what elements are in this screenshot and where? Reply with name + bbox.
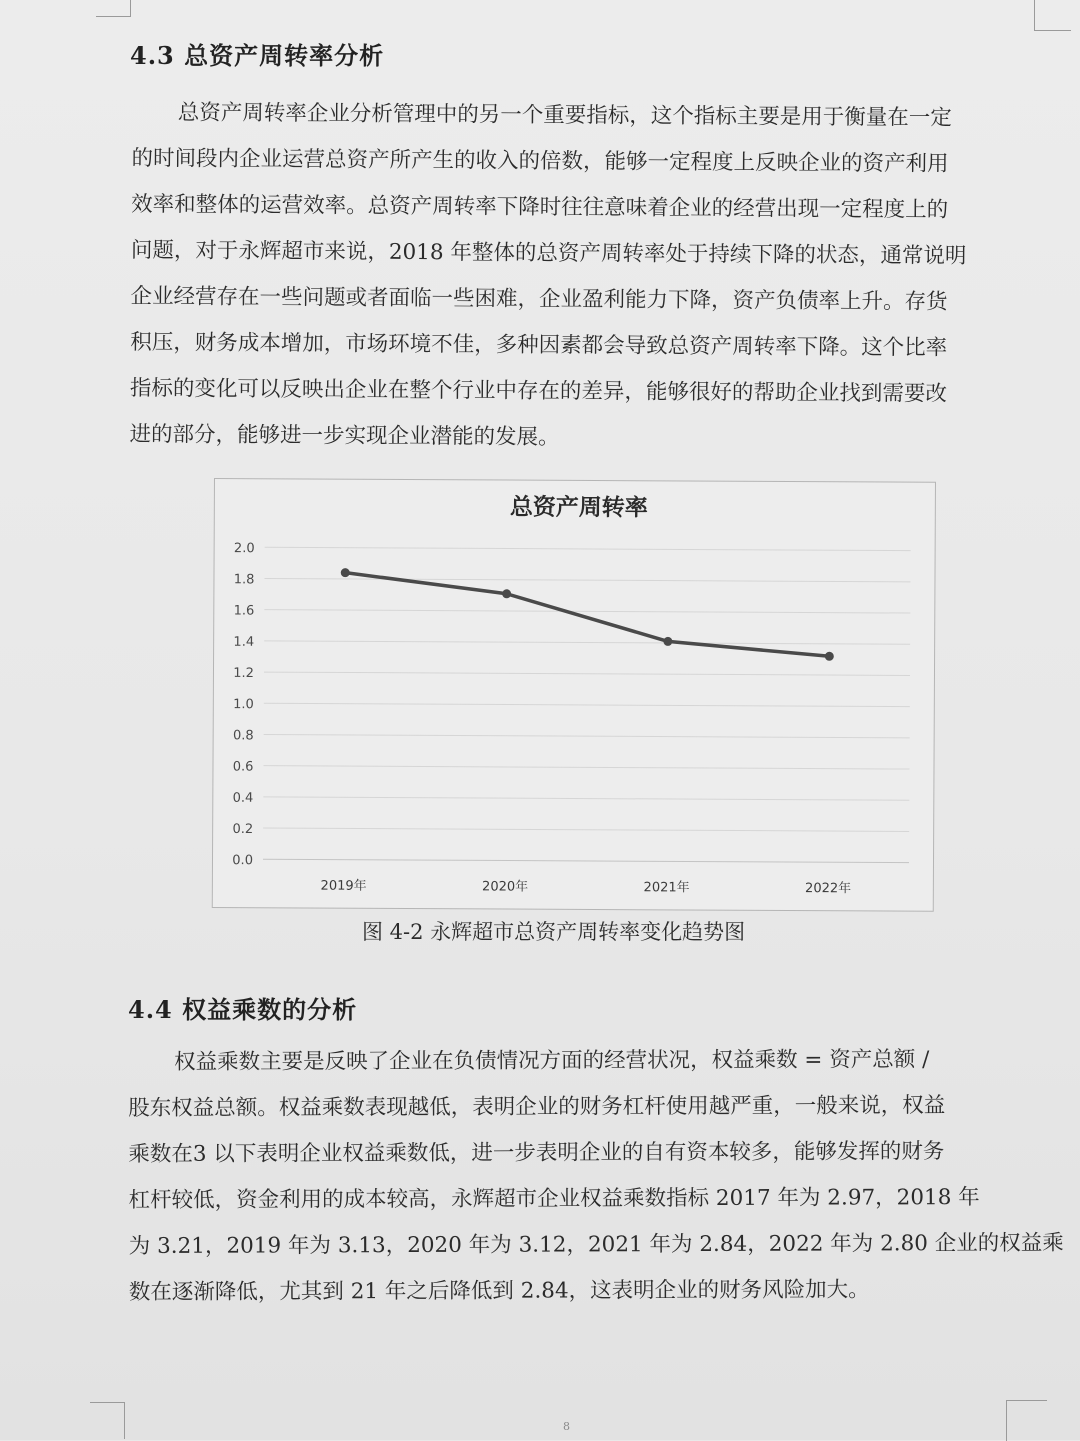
y-tick-label: 1.8 xyxy=(233,572,255,588)
data-point xyxy=(502,589,511,598)
chart-series xyxy=(340,568,834,661)
paragraph-line: 效率和整体的运营效率。总资产周转率下降时往往意味着企业的经营出现一定程度上的 xyxy=(131,191,949,223)
section-heading-4-4: 4.4 权益乘数的分析 xyxy=(128,995,358,1024)
paragraph-line: 乘数在3 以下表明企业权益乘数低，进一步表明企业的自有资本较多，能够发挥的财务 xyxy=(128,1139,945,1167)
x-tick-label: 2019年 xyxy=(320,878,367,894)
turnover-chart xyxy=(212,478,936,912)
paragraph-line: 数在逐渐降低，尤其到 21 年之后降低到 2.84，这表明企业的财务风险加大。 xyxy=(128,1277,870,1305)
data-point xyxy=(663,637,672,646)
gridline xyxy=(265,547,911,550)
x-tick-label: 2022年 xyxy=(805,881,852,897)
figure-caption: 图 4-2 永辉超市总资产周转率变化趋势图 xyxy=(362,920,746,944)
margin-corner-mark xyxy=(1034,0,1071,31)
gridline xyxy=(263,766,909,769)
section-heading-4-3: 4.3 总资产周转率分析 xyxy=(130,41,385,70)
y-tick-label: 0.2 xyxy=(232,821,254,838)
y-tick-label: 0.6 xyxy=(232,759,254,775)
paragraph-line: 积压，财务成本增加，市场环境不佳，多种因素都会导致总资产周转率下降。这个比率 xyxy=(130,329,948,361)
page-number: 8 xyxy=(563,1420,570,1433)
paragraph-line: 企业经营存在一些问题或者面临一些困难，企业盈利能力下降，资产负债率上升。存货 xyxy=(130,283,948,315)
x-tick-label: 2020年 xyxy=(482,879,529,895)
gridline xyxy=(264,703,910,706)
chart-canvas xyxy=(213,479,935,911)
paragraph-line: 为 3.21，2019 年为 3.13，2020 年为 3.12，2021 年为 2.84，2022 年为 2.80 企业的权益乘 xyxy=(128,1230,1064,1259)
paragraph-line: 问题，对于永辉超市来说，2018 年整体的总资产周转率处于持续下降的状态，通常说明 xyxy=(130,237,967,269)
y-tick-label: 0.4 xyxy=(232,790,254,806)
paragraph-line: 权益乘数主要是反映了企业在负债情况方面的经营状况，权益乘数 = 资产总额 / xyxy=(174,1047,930,1075)
gridline xyxy=(264,734,910,737)
chart-gridlines xyxy=(263,547,911,862)
gridline xyxy=(263,828,909,831)
data-point xyxy=(341,568,350,577)
margin-corner-mark xyxy=(90,1402,125,1439)
y-tick-label: 1.2 xyxy=(233,665,255,682)
gridline xyxy=(264,641,910,644)
margin-corner-mark xyxy=(96,0,131,17)
chart-x-axis xyxy=(321,878,852,897)
y-tick-label: 1.0 xyxy=(233,697,254,713)
gridline xyxy=(264,672,910,675)
y-tick-label: 1.6 xyxy=(233,603,255,619)
section-4-4-paragraph xyxy=(128,1037,1064,1316)
gridline xyxy=(263,859,909,862)
y-tick-label: 2.0 xyxy=(233,541,255,557)
data-point xyxy=(825,652,834,661)
gridline xyxy=(264,578,910,581)
paragraph-line: 进的部分，能够进一步实现企业潜能的发展。 xyxy=(129,421,560,450)
chart-y-axis xyxy=(232,541,254,868)
paragraph-line: 总资产周转率企业分析管理中的另一个重要指标，这个指标主要是用于衡量在一定 xyxy=(177,100,952,131)
y-tick-label: 0.0 xyxy=(232,853,254,869)
gridline xyxy=(264,610,910,613)
paragraph-line: 杠杆较低，资金利用的成本较高，永辉超市企业权益乘数指标 2017 年为 2.97，2018 年 xyxy=(128,1185,980,1213)
margin-corner-mark xyxy=(1006,1400,1047,1441)
y-tick-label: 1.4 xyxy=(233,634,255,650)
paragraph-line: 的时间段内企业运营总资产所产生的收入的倍数，能够一定程度上反映企业的资产利用 xyxy=(131,145,949,177)
chart-title: 总资产周转率 xyxy=(509,494,648,522)
section-4-3-paragraph xyxy=(129,90,1032,464)
paragraph-line: 股东权益总额。权益乘数表现越低，表明企业的财务杠杆使用越严重，一般来说，权益 xyxy=(128,1093,946,1121)
x-tick-label: 2021年 xyxy=(643,880,690,896)
paragraph-line: 指标的变化可以反映出企业在整个行业中存在的差异，能够很好的帮助企业找到需要改 xyxy=(129,375,947,407)
y-tick-label: 0.8 xyxy=(232,728,254,744)
gridline xyxy=(263,797,909,800)
